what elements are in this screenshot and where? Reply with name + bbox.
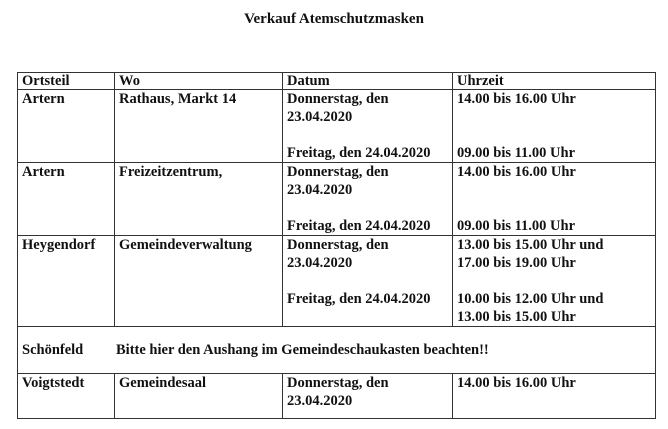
ortsteil-cell: Artern bbox=[18, 90, 115, 163]
datum-line: 23.04.2020 bbox=[287, 255, 353, 271]
datum-cell bbox=[283, 163, 453, 236]
table-row bbox=[18, 90, 656, 163]
note-ortsteil: Schönfeld bbox=[22, 342, 84, 358]
note-cell bbox=[18, 327, 656, 374]
table-row bbox=[18, 163, 656, 236]
datum-line: 23.04.2020 bbox=[287, 109, 353, 125]
zeit-line: 13.00 bis 15.00 Uhr und bbox=[457, 237, 604, 253]
header-ortsteil: Ortsteil bbox=[18, 73, 115, 90]
table-header-row bbox=[18, 73, 656, 90]
ortsteil-cell: Heygendorf bbox=[18, 236, 115, 327]
wo-cell: Rathaus, Markt 14 bbox=[115, 90, 283, 163]
zeit-line: 09.00 bis 11.00 Uhr bbox=[457, 145, 576, 161]
wo-cell: Gemeindesaal bbox=[115, 374, 283, 419]
datum-line: Donnerstag, den bbox=[287, 375, 389, 391]
ortsteil-cell: Voigtstedt bbox=[18, 374, 115, 419]
note-row bbox=[18, 327, 656, 374]
datum-line: 23.04.2020 bbox=[287, 182, 353, 198]
header-uhrzeit: Uhrzeit bbox=[453, 73, 656, 90]
datum-cell bbox=[283, 90, 453, 163]
wo-cell: Gemeindeverwaltung bbox=[115, 236, 283, 327]
uhrzeit-cell bbox=[453, 90, 656, 163]
wo-cell: Freizeitzentrum, bbox=[115, 163, 283, 236]
uhrzeit-cell bbox=[453, 163, 656, 236]
datum-line: 23.04.2020 bbox=[287, 393, 353, 409]
table-row bbox=[18, 236, 656, 327]
datum-line: Freitag, den 24.04.2020 bbox=[287, 218, 431, 234]
zeit-line: 10.00 bis 12.00 Uhr und bbox=[457, 291, 604, 307]
zeit-line: 14.00 bis 16.00 Uhr bbox=[457, 164, 576, 180]
header-wo: Wo bbox=[115, 73, 283, 90]
datum-line: Freitag, den 24.04.2020 bbox=[287, 291, 431, 307]
datum-line: Freitag, den 24.04.2020 bbox=[287, 145, 431, 161]
zeit-line: 17.00 bis 19.00 Uhr bbox=[457, 255, 576, 271]
datum-cell bbox=[283, 374, 453, 419]
schedule-table bbox=[17, 72, 656, 419]
zeit-line: 09.00 bis 11.00 Uhr bbox=[457, 218, 576, 234]
document-title: Verkauf Atemschutzmasken bbox=[244, 11, 424, 27]
uhrzeit-cell bbox=[453, 236, 656, 327]
note-text: Bitte hier den Aushang im Gemeindeschaukasten beachten!! bbox=[116, 342, 489, 358]
zeit-line: 14.00 bis 16.00 Uhr bbox=[457, 91, 576, 107]
datum-cell bbox=[283, 236, 453, 327]
header-datum: Datum bbox=[283, 73, 453, 90]
ortsteil-cell: Artern bbox=[18, 163, 115, 236]
zeit-line: 13.00 bis 15.00 Uhr bbox=[457, 309, 576, 325]
datum-line: Donnerstag, den bbox=[287, 237, 389, 253]
datum-line: Donnerstag, den bbox=[287, 164, 389, 180]
datum-line: Donnerstag, den bbox=[287, 91, 389, 107]
uhrzeit-cell: 14.00 bis 16.00 Uhr bbox=[453, 374, 656, 419]
table-row bbox=[18, 374, 656, 419]
